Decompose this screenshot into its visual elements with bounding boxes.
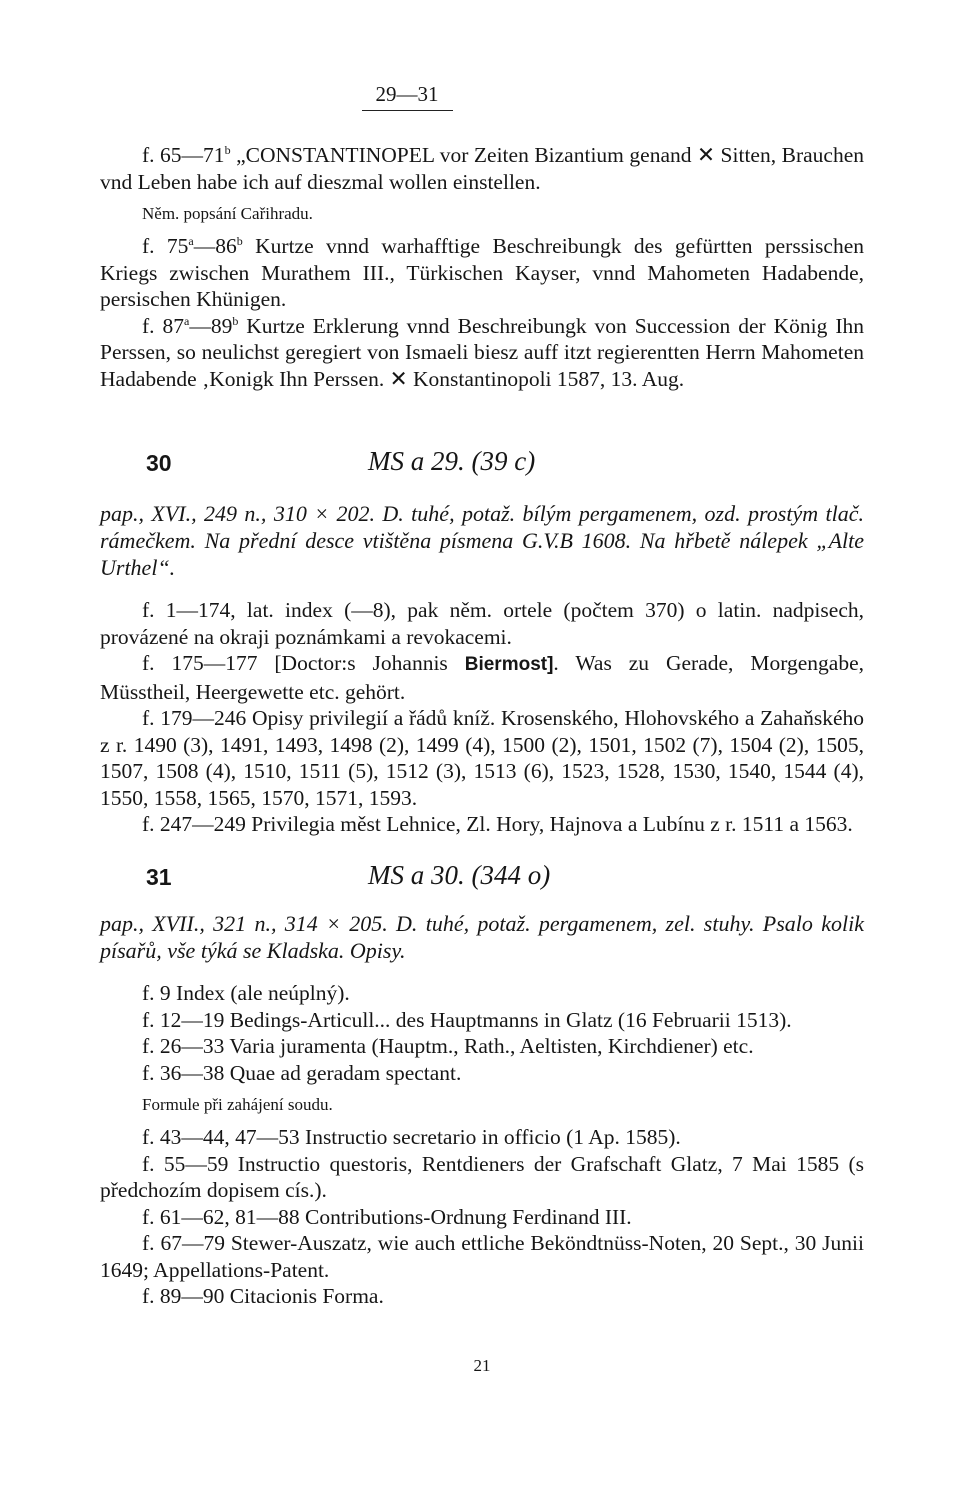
entry-signature: MS a 30. (344 o)	[368, 860, 551, 890]
editor-note: Formule při zahájení soudu.	[142, 1095, 333, 1114]
running-head-text: 29—31	[362, 82, 453, 111]
folio-item: f. 43—44, 47—53 Instructio secretario in officio (1 Ap. 1585).	[142, 1125, 681, 1149]
entry-31	[100, 860, 864, 1310]
folio-item: f. 175—177 [Doctor:s Johannis Biermost]. Was zu Gerade, Morgengabe, Müsstheil, Heergewette etc. gehört.	[100, 651, 864, 704]
entry-description: pap., XVII., 321 n., 314 × 205. D. tuhé, potaž. pergamenem, zel. stuhy. Psalo kolik písařů, vše týká se Kladska. Opisy.	[100, 911, 864, 963]
folio-item: f. 61—62, 81—88 Contributions-Ordnung Ferdinand III.	[142, 1204, 632, 1229]
folio-item: f. 1—174, lat. index (—8), pak něm. ortele (počtem 370) o latin. nadpisech, provázené na okraji poznámkami a revokacemi.	[100, 598, 864, 649]
entry-header	[100, 860, 864, 900]
folio-item: f. 87$^a$—89$^b$ Kurtze Erklerung vnnd Beschreibungk von Succession der König Ihn Perssen, so neulichst geregiert von Ismaeli biesz auff itzt regierentten Herrn Mahometen Hadabende ‚Konigk Ihn Perssen. ✕ Konstantinopoli 1587, 13. Aug.	[100, 313, 864, 391]
entry-29-continuation	[100, 142, 864, 392]
entry-signature: MS a 29. (39 c)	[368, 446, 536, 476]
entry-header	[100, 446, 864, 486]
folio-item: f. 89—90 Citacionis Forma.	[142, 1284, 384, 1308]
entry-number: 30	[146, 450, 172, 476]
folio-item: f. 179—246 Opisy privilegií a řádů kníž. Krosenského, Hlohovského a Zahaňského z r. 1490 (3), 1491, 1493, 1498 (2), 1499 (4), 1500 (2), 1501, 1502 (7), 1504 (2), 1505, 1507, 1508 (4), 1510, 1511 (5), 1512 (3), 1513 (6), 1523, 1528, 1530, 1540, 1544 (4), 1550, 1558, 1565, 1570, 1571, 1593.	[100, 706, 864, 810]
folio-item: f. 9 Index (ale neúplný).	[142, 981, 350, 1005]
folio-item: f. 26—33 Varia juramenta (Hauptm., Rath., Aeltisten, Kirchdiener) etc.	[142, 1034, 754, 1058]
running-head	[100, 82, 864, 111]
folio-item: f. 75$^a$—86$^b$ Kurtze vnnd warhafftige Beschreibungk des gefürtten perssischen Kriegs zwischen Murathem III., Türkischen Kayser, vnnd Mahometen Hadabende, persischen Khünigen.	[100, 234, 864, 311]
folio-item: f. 67—79 Stewer-Auszatz, wie auch ettliche Beköndtnüss-Noten, 20 Sept., 30 Junii 1649; Appellations-Patent.	[100, 1231, 864, 1282]
folio-item: f. 247—249 Privilegia měst Lehnice, Zl. Hory, Hajnova a Lubínu z r. 1511 a 1563.	[142, 812, 853, 836]
page-number: 21	[473, 1356, 491, 1375]
entry-description: pap., XVI., 249 n., 310 × 202. D. tuhé, potaž. bílým pergamenem, ozd. prostým tlač. rámečkem. Na přední desce vtištěna písmena G.V.B 1608. Na hřbetě nálepek „Alte Urthel“.	[100, 501, 864, 580]
entry-30	[100, 446, 864, 838]
editor-note: Něm. popsání Cařihradu.	[142, 204, 313, 223]
folio-item: f. 36—38 Quae ad geradam spectant.	[142, 1060, 462, 1085]
entry-number: 31	[146, 864, 172, 890]
folio-item: f. 65—71$^b$ „CONSTANTINOPEL vor Zeiten Bizantium genand ✕ Sitten, Brauchen vnd Leben habe ich auf dieszmal wollen einstellen.	[100, 143, 864, 194]
folio-item: f. 12—19 Bedings-Articull... des Hauptmanns in Glatz (16 Februarii 1513).	[142, 1007, 792, 1032]
folio-item: f. 55—59 Instructio questoris, Rentdieners der Grafschaft Glatz, 7 Mai 1585 (s předchozím dopisem cís.).	[100, 1151, 864, 1202]
